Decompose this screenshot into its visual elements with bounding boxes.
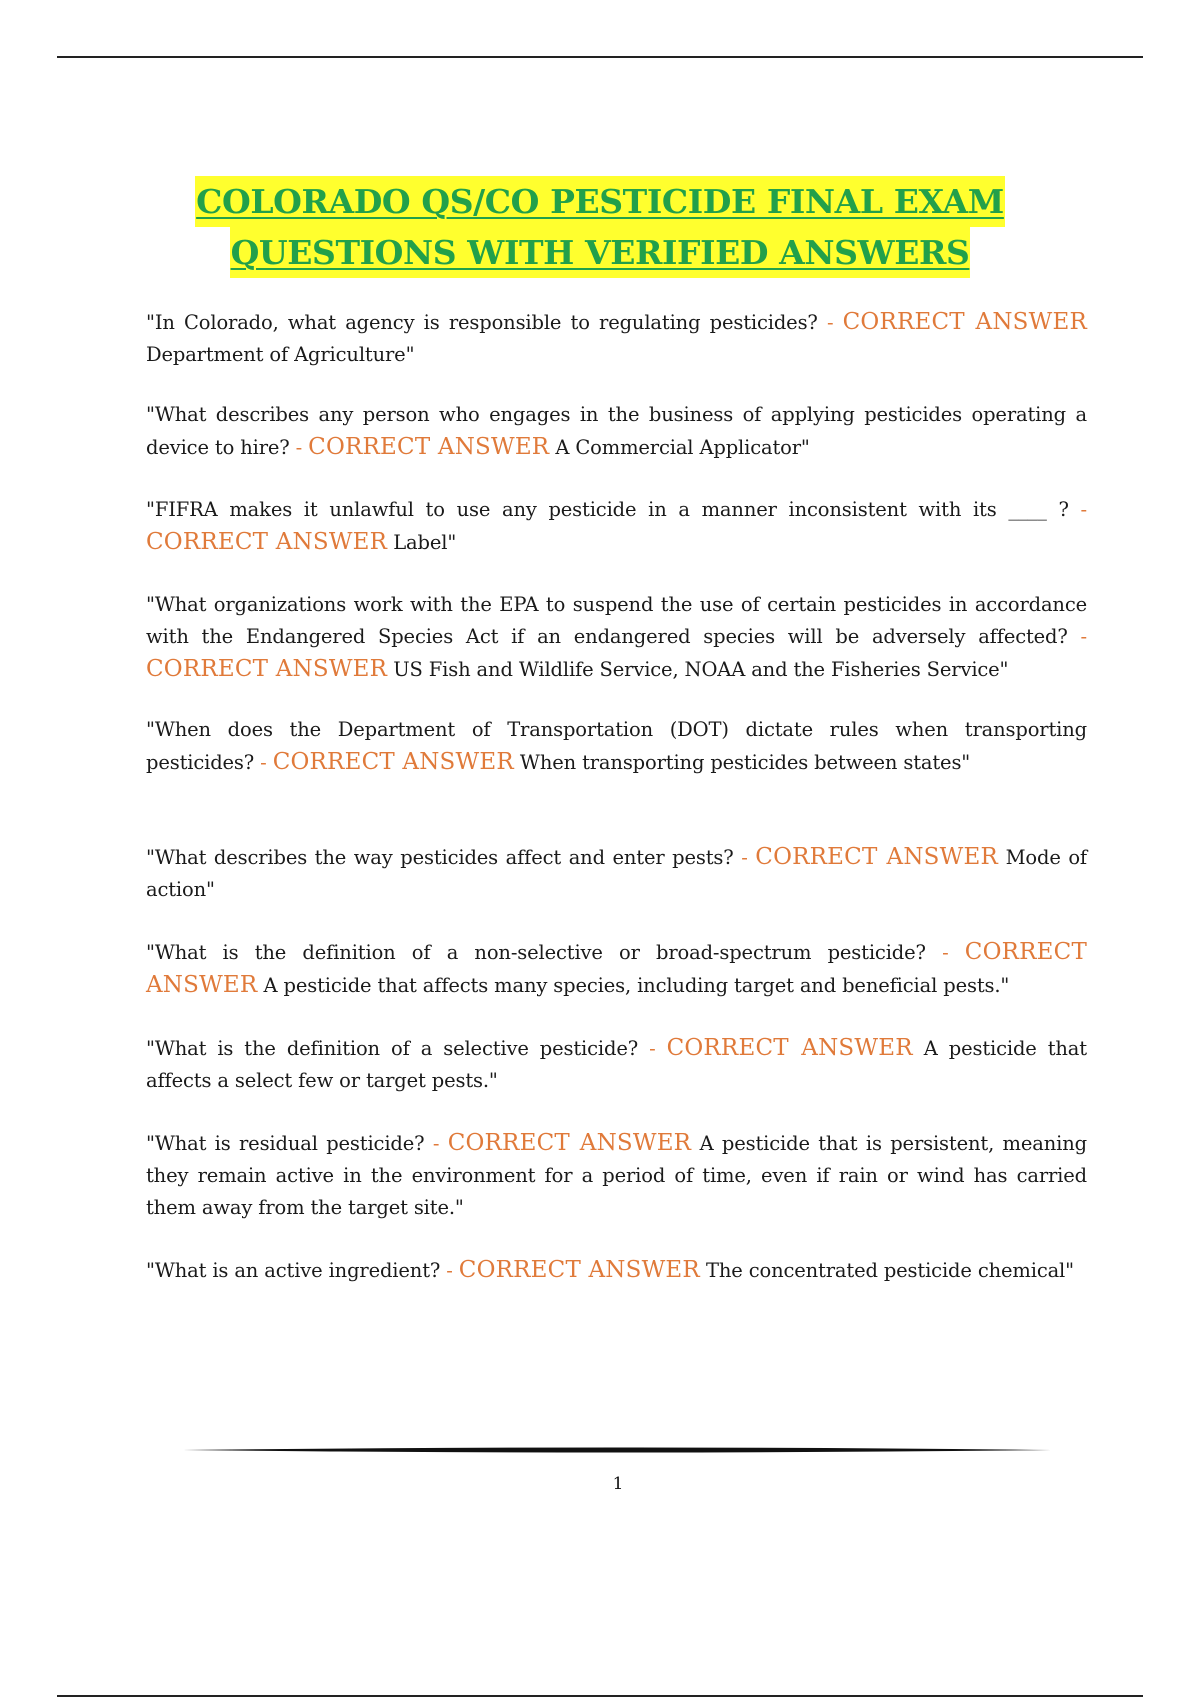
page-number: 1	[612, 1474, 624, 1494]
title-line-1: COLORADO QS/CO PESTICIDE FINAL EXAM	[195, 176, 1005, 227]
answer-separator: -	[942, 941, 949, 964]
answer-separator: -	[826, 311, 834, 334]
answer-text: Label"	[393, 531, 457, 554]
answer-text: Mode of action"	[146, 846, 1087, 901]
answer-separator: -	[649, 1037, 656, 1060]
qa-item	[146, 841, 1087, 906]
answer-separator: -	[295, 436, 303, 459]
qa-item	[146, 1032, 1087, 1097]
correct-answer-label: CORRECT ANSWER	[272, 749, 514, 775]
question-text: "What is an active ingredient?	[146, 1259, 441, 1282]
answer-text: A pesticide that is persistent, meaning they remain active in the environment for a period of time, even if rain or wind has carried them away from the target site."	[146, 1132, 1087, 1219]
qa-item	[146, 1254, 1087, 1287]
qa-list	[146, 306, 1087, 1287]
document-title	[0, 176, 1200, 278]
qa-item	[146, 399, 1087, 464]
correct-answer-label: CORRECT ANSWER	[146, 939, 1087, 998]
correct-answer-label: CORRECT ANSWER	[842, 309, 1087, 335]
correct-answer-label: CORRECT ANSWER	[146, 529, 388, 555]
question-text: "FIFRA makes it unlawful to use any pesticide in a manner inconsistent with its ____ ?	[146, 498, 1069, 521]
answer-separator: -	[1080, 625, 1087, 648]
qa-item	[146, 1127, 1087, 1224]
correct-answer-label: CORRECT ANSWER	[666, 1035, 913, 1061]
question-text: "When does the Department of Transportation (DOT) dictate rules when transporting pesticides?	[146, 718, 1087, 774]
answer-separator: -	[260, 751, 267, 774]
qa-item	[146, 494, 1087, 559]
answer-text: A Commercial Applicator"	[555, 436, 810, 459]
qa-item	[146, 714, 1087, 779]
footer-rule	[183, 1447, 1051, 1453]
qa-item	[146, 306, 1087, 371]
question-text: "What describes the way pesticides affect and enter pests?	[146, 846, 734, 869]
question-text: "What describes any person who engages in the business of applying pesticides operating a device to hire?	[146, 403, 1087, 459]
qa-item	[146, 589, 1087, 686]
page-bottom-rule	[57, 1695, 1143, 1697]
answer-separator: -	[446, 1259, 453, 1282]
correct-answer-label: CORRECT ANSWER	[447, 1130, 692, 1156]
question-text: "In Colorado, what agency is responsible to regulating pesticides?	[146, 311, 818, 334]
question-text: "What is the definition of a non-selective or broad-spectrum pesticide?	[146, 941, 926, 964]
correct-answer-label: CORRECT ANSWER	[308, 434, 550, 460]
answer-text: A pesticide that affects a select few or target pests."	[146, 1037, 1087, 1092]
question-text: "What is residual pesticide?	[146, 1132, 425, 1155]
header-rule	[57, 56, 1143, 58]
answer-text: Department of Agriculture"	[146, 343, 415, 366]
title-line-2: QUESTIONS WITH VERIFIED ANSWERS	[230, 227, 971, 278]
qa-item	[146, 936, 1087, 1002]
answer-separator: -	[1080, 498, 1087, 521]
answer-separator: -	[432, 1132, 440, 1155]
question-text: "What is the definition of a selective pesticide?	[146, 1037, 639, 1060]
answer-text: US Fish and Wildlife Service, NOAA and the Fisheries Service"	[393, 658, 1009, 681]
correct-answer-label: CORRECT ANSWER	[755, 844, 998, 870]
correct-answer-label: CORRECT ANSWER	[146, 656, 388, 682]
answer-text: A pesticide that affects many species, including target and beneficial pests."	[263, 974, 1010, 997]
correct-answer-label: CORRECT ANSWER	[458, 1257, 700, 1283]
answer-separator: -	[741, 846, 748, 869]
question-text: "What organizations work with the EPA to suspend the use of certain pesticides in accordance with the Endangered Species Act if an endangered species will be adversely affected?	[146, 593, 1087, 648]
answer-text: The concentrated pesticide chemical"	[706, 1259, 1074, 1282]
answer-text: When transporting pesticides between states"	[519, 751, 971, 774]
